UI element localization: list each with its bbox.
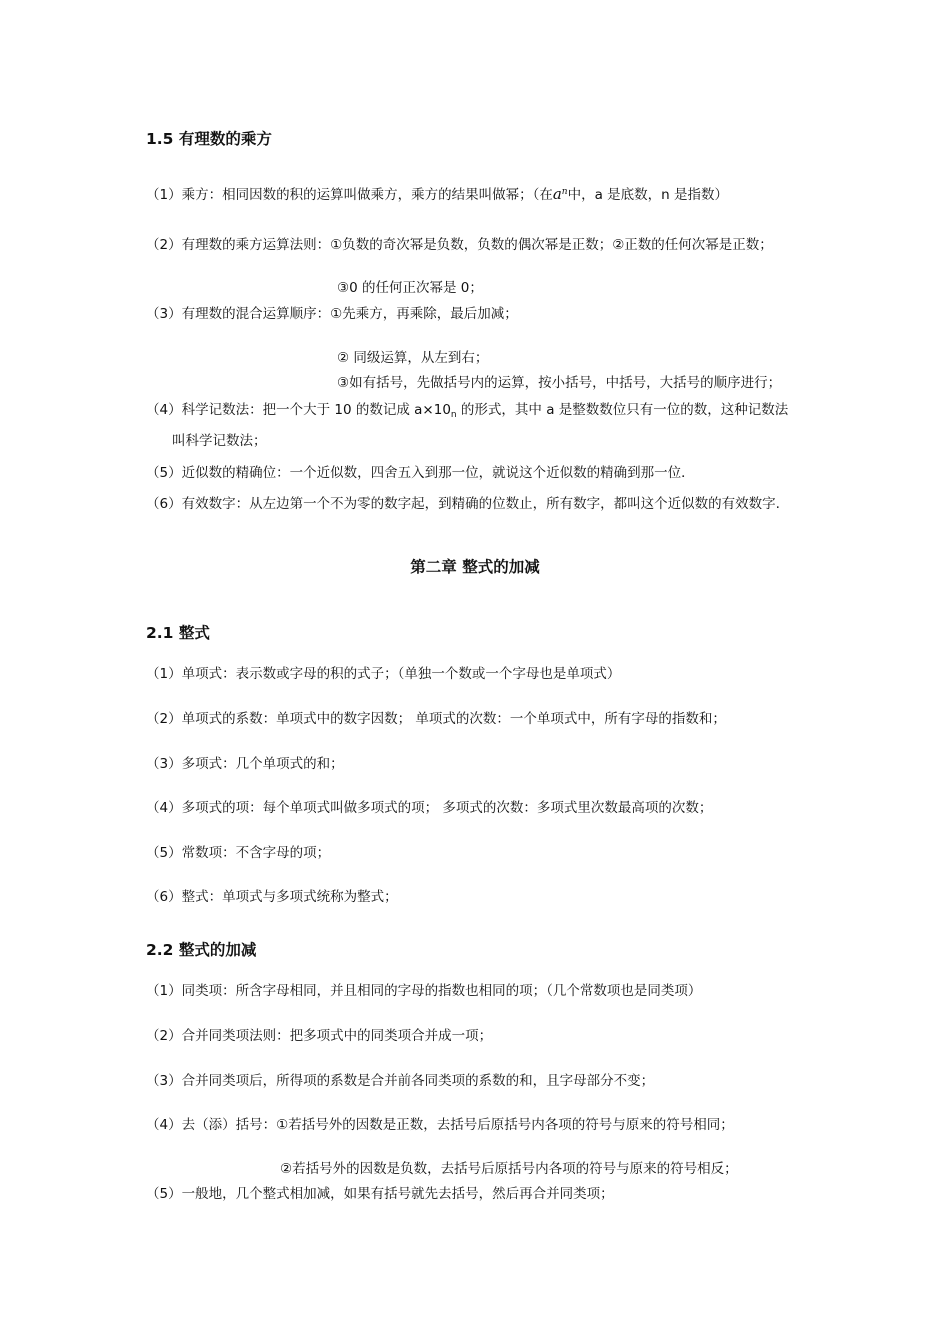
s21-item-6: （6）整式：单项式与多项式统称为整式； xyxy=(146,889,398,905)
s22-item-5: （5）一般地，几个整式相加减，如果有括号就先去括号，然后再合并同类项； xyxy=(146,1186,614,1202)
s21-item-1: （1）单项式：表示数或字母的积的式子；（单独一个数或一个字母也是单项式） xyxy=(146,666,621,682)
s21-item-3: （3）多项式：几个单项式的和； xyxy=(146,756,344,772)
s15-item-1-text-a: （1）乘方：相同因数的积的运算叫做乘方，乘方的结果叫做幂；（在 xyxy=(146,187,553,203)
s15-item-3-rule-2: ② 同级运算，从左到右； xyxy=(337,350,489,366)
s15-item-2: （2）有理数的乘方运算法则：①负数的奇次幂是负数，负数的偶次幂是正数；②正数的任何次幂是正数； xyxy=(146,237,773,253)
s15-item-3: （3）有理数的混合运算顺序：①先乘方，再乘除，最后加减； xyxy=(146,306,518,322)
s21-item-2: （2）单项式的系数：单项式中的数字因数； 单项式的次数：一个单项式中，所有字母的指数和； xyxy=(146,711,726,727)
section-1-5-title: 1.5 有理数的乘方 xyxy=(146,130,272,148)
s22-item-4: （4）去（添）括号：①若括号外的因数是正数，去括号后原括号内各项的符号与原来的符号相同； xyxy=(146,1117,734,1133)
section-2-2-title: 2.2 整式的加减 xyxy=(146,941,257,959)
chapter-2-title: 第二章 整式的加减 xyxy=(410,558,540,576)
power-subscript: n xyxy=(450,410,457,420)
section-2-1-title: 2.1 整式 xyxy=(146,624,210,642)
s15-item-3-rule-3: ③如有括号，先做括号内的运算，按小括号，中括号，大括号的顺序进行； xyxy=(337,375,782,391)
s15-item-4 xyxy=(146,401,788,421)
s15-item-1 xyxy=(146,185,728,206)
s22-item-2: （2）合并同类项法则：把多项式中的同类项合并成一项； xyxy=(146,1028,493,1044)
s22-item-3: （3）合并同类项后，所得项的系数是合并前各同类项的系数的和，且字母部分不变； xyxy=(146,1073,655,1089)
s15-item-4-text-a: （4）科学记数法：把一个大于 10 的数记成 a×10 xyxy=(146,402,451,418)
s21-item-4: （4）多项式的项：每个单项式叫做多项式的项； 多项式的次数：多项式里次数最高项的次数； xyxy=(146,800,713,816)
s22-item-1: （1）同类项：所含字母相同，并且相同的字母的指数也相同的项；（几个常数项也是同类项） xyxy=(146,983,702,999)
s21-item-5: （5）常数项：不含字母的项； xyxy=(146,845,331,861)
power-exponent: n xyxy=(561,187,568,197)
s15-item-4-text-b: 的形式，其中 a 是整数数位只有一位的数，这种记数法 xyxy=(456,402,789,418)
s15-item-5: （5）近似数的精确位：一个近似数，四舍五入到那一位，就说这个近似数的精确到那一位． xyxy=(146,465,695,481)
s15-item-4-continuation: 叫科学记数法； xyxy=(172,433,267,449)
s15-item-6: （6）有效数字：从左边第一个不为零的数字起，到精确的位数止，所有数字，都叫这个近似数的有效数字. xyxy=(146,496,780,512)
power-base: a xyxy=(552,185,562,203)
s22-item-4-rule-2: ②若括号外的因数是负数，去括号后原括号内各项的符号与原来的符号相反； xyxy=(280,1161,738,1177)
s15-item-2-continuation: ③0 的任何正次幂是 0； xyxy=(337,280,483,296)
s15-item-1-text-b: 中，a 是底数，n 是指数） xyxy=(567,187,729,203)
